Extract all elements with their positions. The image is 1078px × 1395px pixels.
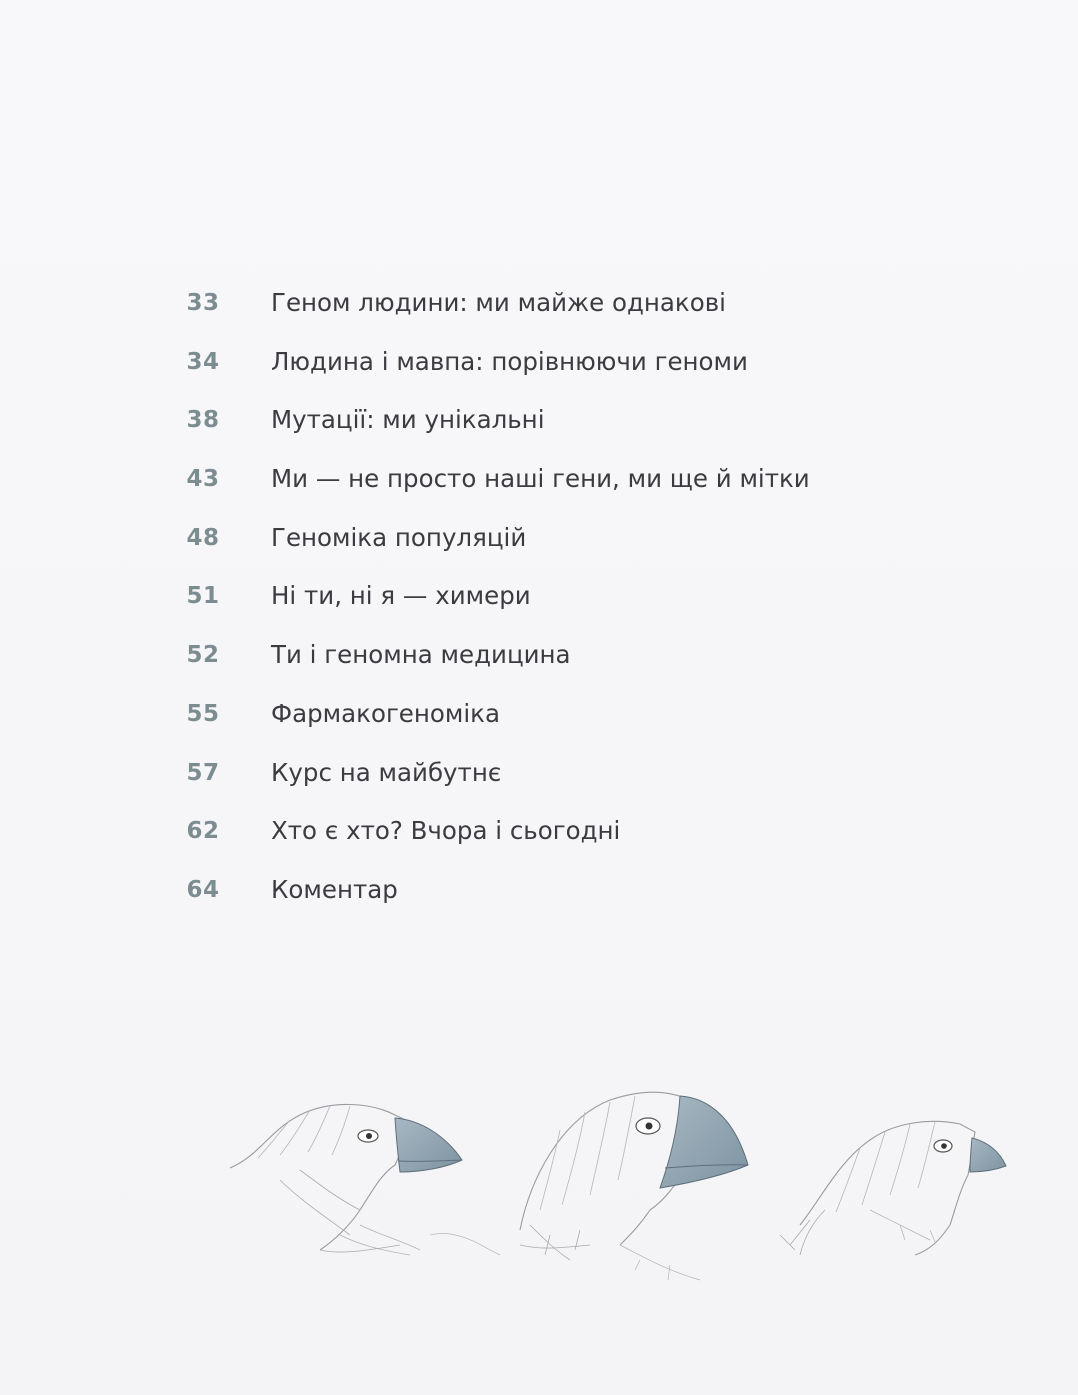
toc-page-number: 57 xyxy=(186,759,220,786)
toc-entry[interactable] xyxy=(0,575,1078,634)
toc-page-number: 52 xyxy=(186,642,220,669)
toc-page-number: 51 xyxy=(186,583,220,610)
toc-entry[interactable] xyxy=(0,517,1078,576)
toc-page-number: 55 xyxy=(186,700,220,727)
toc-page-number: 43 xyxy=(186,466,220,493)
left-finch-sketch xyxy=(230,1104,500,1255)
toc-entry[interactable] xyxy=(0,869,1078,928)
finch-heads-sketch-icon xyxy=(0,1060,1078,1320)
toc-entry[interactable] xyxy=(0,634,1078,693)
toc-title: Геном людини: ми майже однакові xyxy=(271,288,726,317)
toc-entry[interactable] xyxy=(0,810,1078,869)
table-of-contents xyxy=(0,282,1078,928)
toc-title: Ми — не просто наші гени, ми ще й мітки xyxy=(271,464,810,494)
toc-page-number: 33 xyxy=(186,290,220,316)
toc-title: Мутації: ми унікальні xyxy=(271,405,545,435)
toc-page-number: 38 xyxy=(186,407,220,434)
middle-finch-sketch xyxy=(520,1092,748,1280)
toc-title: Хто є хто? Вчора і сьогодні xyxy=(271,816,621,846)
toc-page-number: 62 xyxy=(186,818,220,845)
toc-page-number: 48 xyxy=(186,524,220,551)
toc-entry[interactable] xyxy=(0,282,1078,341)
toc-page-number: 34 xyxy=(186,348,220,375)
right-finch-sketch xyxy=(780,1121,1006,1255)
toc-entry[interactable] xyxy=(0,752,1078,811)
toc-title: Ти і геномна медицина xyxy=(271,640,571,670)
toc-title: Коментар xyxy=(271,874,398,904)
toc-entry[interactable] xyxy=(0,341,1078,400)
toc-entry[interactable] xyxy=(0,693,1078,752)
toc-entry[interactable] xyxy=(0,458,1078,517)
toc-title: Людина і мавпа: порівнюючи геноми xyxy=(271,346,748,376)
toc-title: Курс на майбутнє xyxy=(271,757,502,787)
toc-entry[interactable] xyxy=(0,399,1078,458)
toc-page-number: 64 xyxy=(186,876,220,903)
toc-title: Фармакогеноміка xyxy=(271,698,500,728)
toc-title: Геноміка популяцій xyxy=(271,522,527,552)
toc-title: Ні ти, ні я — химери xyxy=(271,581,531,611)
